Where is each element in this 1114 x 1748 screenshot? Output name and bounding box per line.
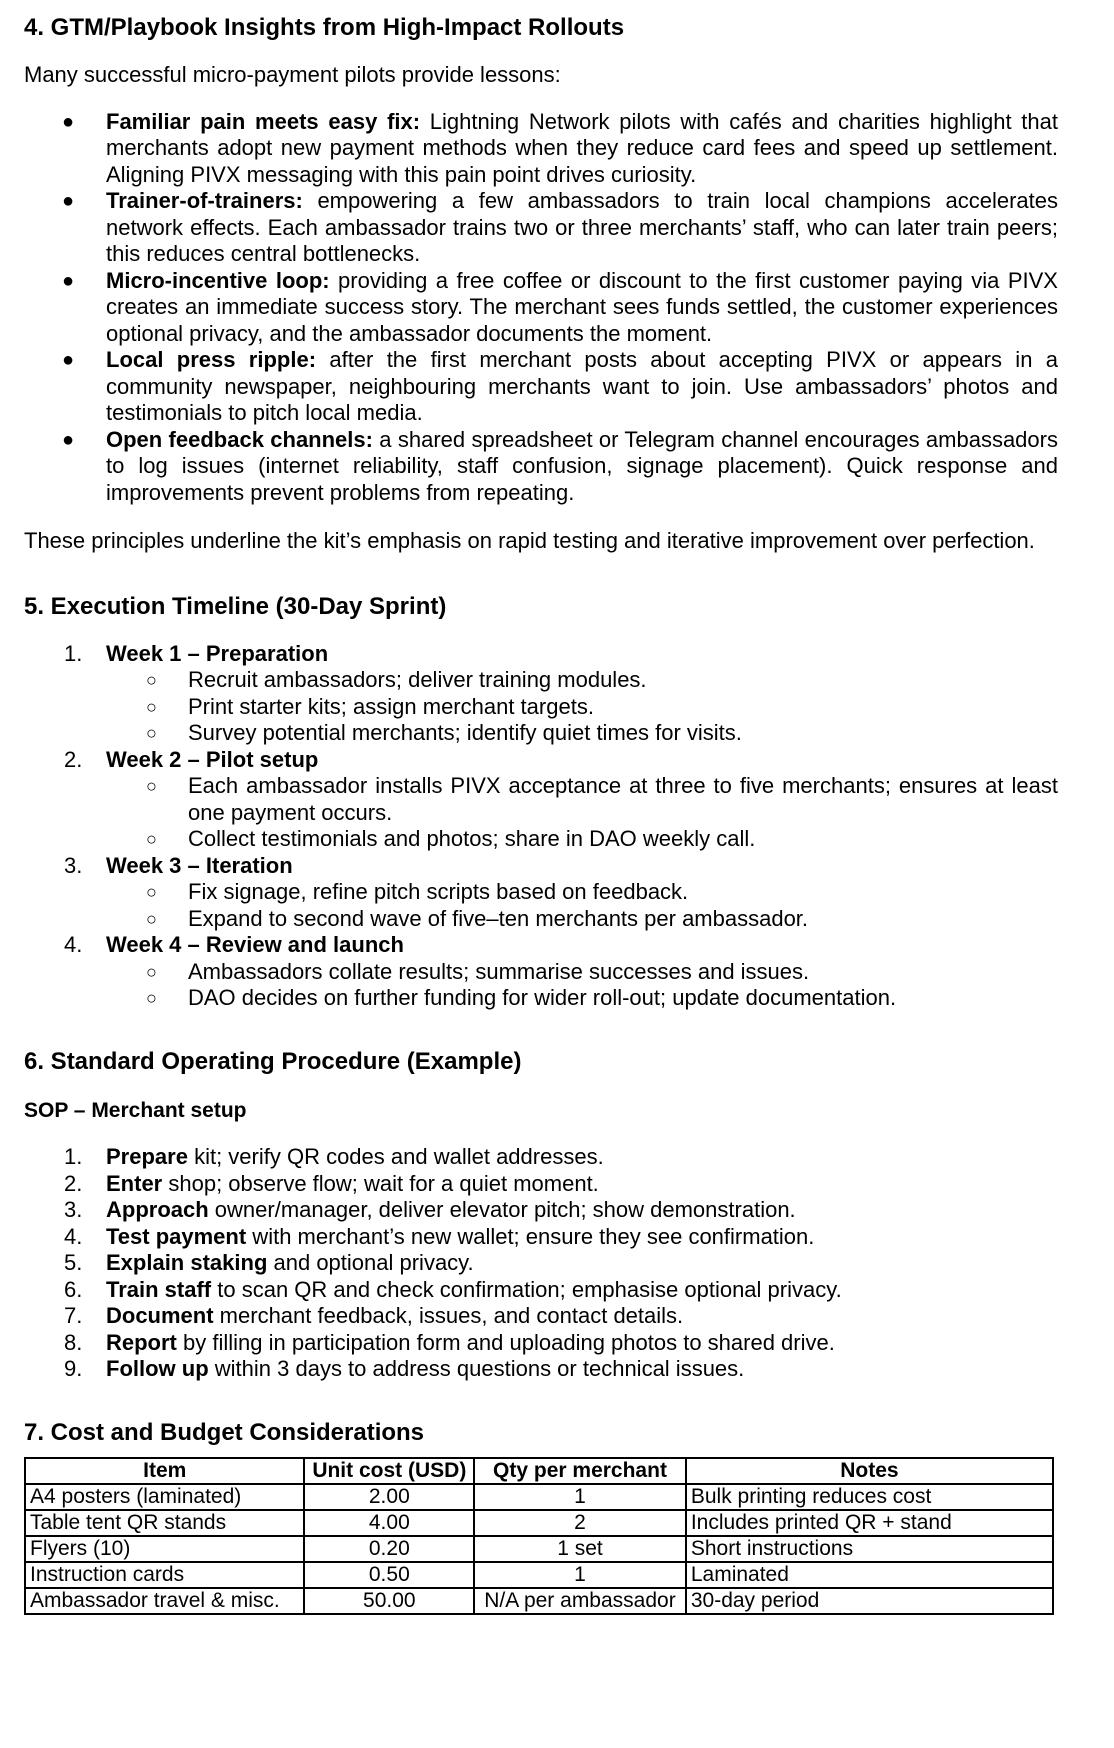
table-cell: 1 <box>474 1562 686 1588</box>
task-item <box>106 826 1058 853</box>
section-4-intro: Many successful micro-payment pilots provide lessons: <box>24 62 561 87</box>
list-item <box>24 188 1058 268</box>
bullet-text: empowering a few ambassadors to train local champions accelerates network effects. Each ambassador trains two or three merchants’ staff, who can later train peers; this reduces central bottlenecks. <box>106 188 1058 266</box>
step-item <box>24 1250 1058 1277</box>
step-term: Prepare <box>106 1144 188 1169</box>
table-cell: 2.00 <box>304 1484 474 1510</box>
table-cell: Short instructions <box>686 1536 1053 1562</box>
bullet-icon: ● <box>62 190 75 212</box>
table-row <box>25 1484 1053 1510</box>
bullet-term: Trainer-of-trainers: <box>106 188 303 213</box>
section-4-closing: These principles underline the kit’s emphasis on rapid testing and iterative improvement over perfection. <box>24 528 1035 553</box>
bullet-text: after the first merchant posts about accepting PIVX or appears in a community newspaper, neighbouring merchants want to join. Use ambassadors’ photos and testimonials to pitch local media. <box>106 347 1058 425</box>
week-title: Week 1 – Preparation <box>106 640 329 666</box>
task-item <box>106 720 1058 747</box>
bullet-term: Open feedback channels: <box>106 426 373 452</box>
sop-steps-list <box>24 1144 1058 1383</box>
step-item <box>24 1171 1058 1198</box>
timeline-list <box>24 641 1058 1012</box>
list-item <box>24 427 1058 507</box>
circle-bullet-icon: ○ <box>146 908 157 929</box>
task-text: Ambassadors collate results; summarise successes and issues. <box>188 958 810 984</box>
week-tasks <box>106 667 1058 747</box>
step-term: Report <box>106 1329 177 1355</box>
step-text: within 3 days to address questions or technical issues. <box>208 1356 745 1381</box>
step-term: Approach <box>106 1197 209 1222</box>
column-header: Item <box>25 1458 304 1484</box>
step-number: 1. <box>64 1144 83 1169</box>
circle-bullet-icon: ○ <box>146 961 157 982</box>
table-cell: 0.20 <box>304 1536 474 1562</box>
column-header: Unit cost (USD) <box>304 1458 474 1484</box>
insights-list <box>24 109 1058 507</box>
step-number: 6. <box>64 1276 83 1302</box>
week-item <box>24 853 1058 933</box>
table-cell: 2 <box>474 1510 686 1536</box>
section-6-heading: 6. Standard Operating Procedure (Example) <box>24 1047 522 1075</box>
week-title: Week 2 – Pilot setup <box>106 746 319 772</box>
week-tasks <box>106 879 1058 932</box>
circle-bullet-icon: ○ <box>146 988 157 1008</box>
task-text: DAO decides on further funding for wider roll-out; update documentation. <box>188 985 897 1010</box>
task-item <box>106 879 1058 906</box>
step-number: 7. <box>64 1303 83 1328</box>
task-text: Print starter kits; assign merchant targets. <box>188 693 594 719</box>
bullet-term: Micro-incentive loop: <box>106 267 330 293</box>
circle-bullet-icon: ○ <box>146 723 157 743</box>
step-text: and optional privacy. <box>267 1250 474 1275</box>
week-title: Week 4 – Review and launch <box>106 932 404 957</box>
table-cell: 1 <box>474 1484 686 1510</box>
step-text: merchant feedback, issues, and contact details. <box>213 1303 684 1328</box>
step-term: Enter <box>106 1170 163 1196</box>
week-item <box>24 932 1058 1012</box>
week-item <box>24 747 1058 853</box>
circle-bullet-icon: ○ <box>146 829 157 849</box>
task-item <box>106 985 1058 1012</box>
step-text: by filling in participation form and uploading photos to shared drive. <box>176 1329 835 1355</box>
table-cell: 30-day period <box>686 1588 1053 1614</box>
table-cell: 50.00 <box>304 1588 474 1614</box>
week-number: 2. <box>64 746 83 772</box>
sop-title: SOP – Merchant setup <box>24 1098 247 1122</box>
step-number: 4. <box>64 1223 83 1249</box>
table-cell: 1 set <box>474 1536 686 1562</box>
week-number: 3. <box>64 852 83 878</box>
column-header: Qty per merchant <box>474 1458 686 1484</box>
task-text: Recruit ambassadors; deliver training modules. <box>188 667 647 692</box>
step-term: Document <box>106 1303 214 1328</box>
step-number: 2. <box>64 1170 83 1196</box>
task-text: Each ambassador installs PIVX acceptance at three to five merchants; ensures at least one payment occurs. <box>188 773 1058 825</box>
task-item <box>106 906 1058 933</box>
task-item <box>106 694 1058 721</box>
step-term: Test payment <box>106 1223 247 1249</box>
task-text: Survey potential merchants; identify quiet times for visits. <box>188 720 742 745</box>
circle-bullet-icon: ○ <box>146 776 157 796</box>
table-cell: 0.50 <box>304 1562 474 1588</box>
table-cell: A4 posters (laminated) <box>25 1484 304 1510</box>
section-7-heading: 7. Cost and Budget Considerations <box>24 1418 425 1446</box>
table-row <box>25 1588 1053 1614</box>
task-text: Expand to second wave of five–ten merchants per ambassador. <box>188 905 809 931</box>
table-cell: Instruction cards <box>25 1562 304 1588</box>
bullet-icon: ● <box>62 428 75 451</box>
bullet-icon: ● <box>62 110 75 133</box>
step-item <box>24 1356 1058 1383</box>
task-text: Fix signage, refine pitch scripts based on feedback. <box>188 879 689 904</box>
step-text: owner/manager, deliver elevator pitch; show demonstration. <box>208 1197 796 1222</box>
bullet-term: Local press ripple: <box>106 347 317 372</box>
task-text: Collect testimonials and photos; share in DAO weekly call. <box>188 826 756 851</box>
week-number: 1. <box>64 640 83 666</box>
bullet-text: a shared spreadsheet or Telegram channel encourages ambassadors to log issues (internet reliability, staff confusion, signage placement). Quick response and improvements prevent problems from repeating. <box>106 426 1058 505</box>
table-cell: N/A per ambassador <box>474 1588 686 1614</box>
step-text: with merchant’s new wallet; ensure they see confirmation. <box>246 1223 815 1249</box>
step-number: 5. <box>64 1250 83 1275</box>
bullet-icon: ● <box>62 349 75 371</box>
week-number: 4. <box>64 932 83 957</box>
step-item <box>24 1144 1058 1171</box>
step-item <box>24 1330 1058 1357</box>
task-item <box>106 959 1058 986</box>
step-term: Follow up <box>106 1356 209 1381</box>
table-row <box>25 1562 1053 1588</box>
table-row <box>25 1536 1053 1562</box>
section-5-heading: 5. Execution Timeline (30-Day Sprint) <box>24 592 447 620</box>
step-item <box>24 1197 1058 1224</box>
step-term: Explain staking <box>106 1250 268 1275</box>
bullet-icon: ● <box>62 269 75 292</box>
table-row <box>25 1510 1053 1536</box>
week-tasks <box>106 959 1058 1012</box>
budget-table <box>24 1457 1054 1615</box>
step-number: 3. <box>64 1197 83 1222</box>
week-tasks <box>106 773 1058 853</box>
step-term: Train staff <box>106 1276 212 1302</box>
table-cell: Includes printed QR + stand <box>686 1510 1053 1536</box>
circle-bullet-icon: ○ <box>146 882 157 902</box>
table-cell: 4.00 <box>304 1510 474 1536</box>
step-item <box>24 1277 1058 1304</box>
list-item <box>24 268 1058 348</box>
bullet-term: Familiar pain meets easy fix: <box>106 108 421 134</box>
bullet-text: Lightning Network pilots with cafés and charities highlight that merchants adopt new payment methods when they reduce card fees and speed up settlement. Aligning PIVX messaging with this pain point drives curiosity. <box>106 108 1059 187</box>
column-header: Notes <box>686 1458 1053 1484</box>
table-header-row <box>25 1458 1053 1484</box>
bullet-text: providing a free coffee or discount to the first customer paying via PIVX creates an immediate success story. The merchant sees funds settled, the customer experiences optional privacy, and the ambassador documents the moment. <box>106 267 1058 346</box>
step-number: 8. <box>64 1329 83 1355</box>
week-item <box>24 641 1058 747</box>
step-text: to scan QR and check confirmation; emphasise optional privacy. <box>211 1276 842 1302</box>
week-title: Week 3 – Iteration <box>106 852 293 878</box>
list-item <box>24 109 1058 189</box>
circle-bullet-icon: ○ <box>146 670 157 690</box>
circle-bullet-icon: ○ <box>146 696 157 717</box>
task-item <box>106 773 1058 826</box>
table-cell: Table tent QR stands <box>25 1510 304 1536</box>
task-item <box>106 667 1058 694</box>
table-cell: Flyers (10) <box>25 1536 304 1562</box>
step-text: kit; verify QR codes and wallet addresses. <box>187 1144 604 1169</box>
list-item <box>24 347 1058 427</box>
step-item <box>24 1303 1058 1330</box>
table-cell: Ambassador travel & misc. <box>25 1588 304 1614</box>
section-4-heading: 4. GTM/Playbook Insights from High-Impact Rollouts <box>24 14 625 41</box>
table-cell: Laminated <box>686 1562 1053 1588</box>
step-item <box>24 1224 1058 1251</box>
step-text: shop; observe flow; wait for a quiet moment. <box>162 1170 599 1196</box>
step-number: 9. <box>64 1356 83 1381</box>
table-cell: Bulk printing reduces cost <box>686 1484 1053 1510</box>
